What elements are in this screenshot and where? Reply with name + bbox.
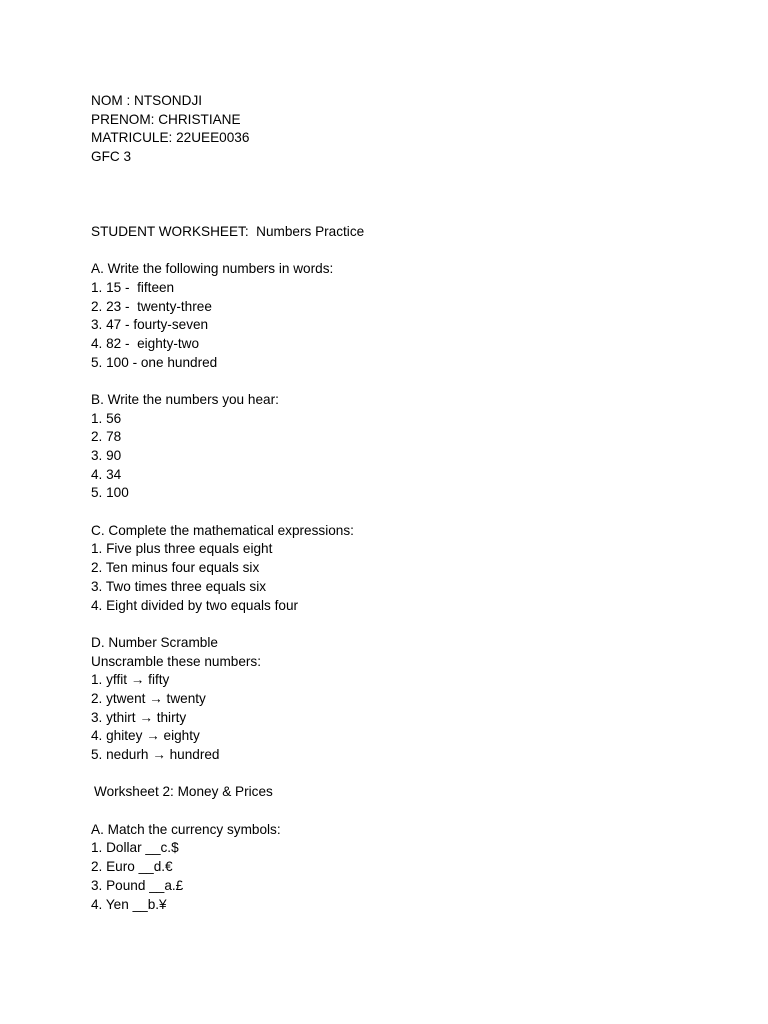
- list-item: 4. 82 - eighty-two: [91, 335, 200, 351]
- list-item: 5. nedurh → hundred: [91, 747, 220, 762]
- list-item: 1. 15 - fifteen: [91, 279, 175, 295]
- list-item: 3. Two times three equals six: [91, 578, 267, 594]
- worksheet1-section-b: [91, 391, 731, 503]
- list-item: 2. Euro __d.€: [91, 859, 173, 875]
- list-item: 3. Pound __a.£: [91, 877, 184, 893]
- list-item: 4. 34: [91, 466, 122, 482]
- list-item: 3. ythirt → thirty: [91, 709, 187, 725]
- list-item: 2. 23 - twenty-three: [91, 298, 212, 314]
- worksheet1-section-c: [91, 522, 731, 615]
- student-info: [91, 92, 731, 167]
- list-item: 4. Eight divided by two equals four: [91, 597, 299, 613]
- section-heading: C. Complete the mathematical expressions:: [91, 522, 354, 538]
- list-item: 5. 100 - one hundred: [91, 354, 218, 370]
- worksheet1-section-a: [91, 260, 731, 372]
- list-item: 3. 90: [91, 448, 122, 463]
- student-prenom: PRENOM: CHRISTIANE: [91, 111, 241, 127]
- list-item: 1. yffit → fifty: [91, 672, 170, 688]
- list-item: 1. 56: [91, 410, 122, 426]
- list-item: 4. ghitey → eighty: [91, 728, 200, 744]
- list-item: 2. ytwent → twenty: [91, 690, 206, 706]
- section-subheading: Unscramble these numbers:: [91, 653, 261, 669]
- worksheet2-section-a: [91, 821, 731, 914]
- list-item: 5. 100: [91, 485, 129, 501]
- student-class: GFC 3: [91, 149, 132, 165]
- student-nom: NOM : NTSONDJI: [91, 93, 203, 108]
- list-item: 4. Yen __b.¥: [91, 896, 167, 912]
- section-heading: B. Write the numbers you hear:: [91, 391, 279, 407]
- worksheet1-section-d: [91, 634, 731, 765]
- worksheet2-title: Worksheet 2: Money & Prices: [94, 784, 273, 800]
- section-heading: D. Number Scramble: [91, 634, 218, 650]
- worksheet1-title: STUDENT WORKSHEET: Numbers Practice: [91, 223, 365, 239]
- list-item: 1. Five plus three equals eight: [91, 541, 273, 557]
- list-item: 2. 78: [91, 429, 122, 445]
- list-item: 3. 47 - fourty-seven: [91, 317, 209, 333]
- section-heading: A. Match the currency symbols:: [91, 821, 281, 837]
- list-item: 2. Ten minus four equals six: [91, 560, 260, 576]
- document-page: [91, 92, 731, 914]
- student-matricule: MATRICULE: 22UEE0036: [91, 130, 250, 146]
- section-heading: A. Write the following numbers in words:: [91, 261, 334, 277]
- list-item: 1. Dollar __c.$: [91, 840, 179, 856]
